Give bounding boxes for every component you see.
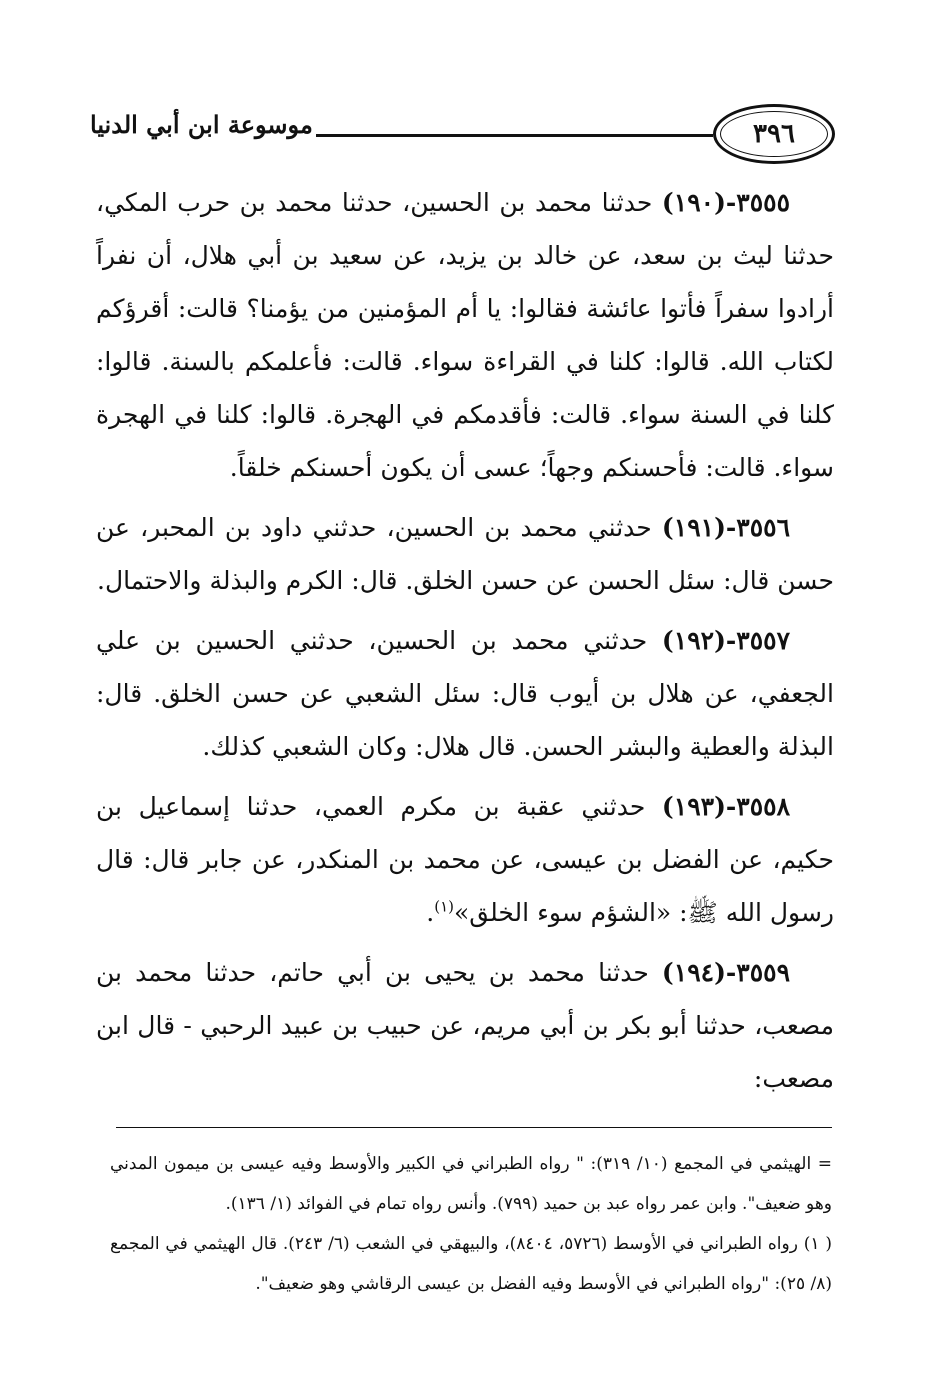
page-number-badge [713, 104, 835, 164]
header-rule [316, 134, 713, 137]
hadith-number: ٣٥٥٧-(١٩٢) [661, 626, 790, 655]
hadith-text-end: . [426, 898, 435, 927]
footnote-reference[interactable]: (١) [434, 897, 454, 916]
hadith-paragraph [96, 946, 834, 1105]
footnote-separator [116, 1127, 832, 1128]
hadith-number: ٣٥٥٩-(١٩٤) [661, 958, 790, 987]
footnotes [110, 1144, 832, 1304]
hadith-text: حدثني عقبة بن مكرم العمي، حدثنا إسماعيل بن حكيم، عن الفضل بن عيسى، عن محمد بن المنكدر، عن جابر قال: قال رسول الله ﷺ: «الشؤم سوء الخلق» [96, 792, 834, 927]
hadith-text: حدثني محمد بن الحسين، حدثني الحسين بن علي الجعفي، عن هلال بن أيوب قال: سئل الشعبي عن حسن الخلق. قال: البذلة والعطية والبشر الحسن. قال هلال: وكان الشعبي كذلك. [96, 626, 834, 761]
hadith-number: ٣٥٥٦-(١٩١) [661, 513, 790, 542]
footnote-continued: = الهيثمي في المجمع (١٠/ ٣١٩): " رواه الطبراني في الكبير والأوسط وفيه عيسى بن ميمون المدني وهو ضعيف". وابن عمر رواه عبد بن حميد (٧٩٩). وأنس رواه تمام في الفوائد (١/ ١٣٦). [110, 1154, 832, 1214]
page-number: ٣٩٦ [753, 119, 795, 149]
page-header [90, 96, 835, 176]
hadith-paragraph [96, 614, 834, 773]
hadith-paragraph [96, 501, 834, 607]
hadith-number: ٣٥٥٨-(١٩٣) [661, 792, 790, 821]
hadith-text: حدثنا محمد بن الحسين، حدثنا محمد بن حرب المكي، حدثنا ليث بن سعد، عن خالد بن يزيد، عن سعيد بن أبي هلال، أن نفراً أرادوا سفراً فأتوا عائشة فقالوا: يا أم المؤمنين من يؤمنا؟ قالت: أقرؤكم لكتاب الله. قالوا: كلنا في القراءة سواء. قالت: فأعلمكم بالسنة. قالوا: كلنا في السنة سواء. قالت: فأقدمكم في الهجرة. قالوا: كلنا في الهجرة سواء. قالت: فأحسنكم وجهاً؛ عسى أن يكون أحسنكم خلقاً. [96, 188, 834, 482]
book-title: موسوعة ابن أبي الدنيا [90, 110, 313, 139]
hadith-paragraph [96, 780, 834, 939]
hadith-paragraph [96, 176, 834, 494]
hadith-text: حدثنا محمد بن يحيى بن أبي حاتم، حدثنا محمد بن مصعب، حدثنا أبو بكر بن أبي مريم، عن حبيب بن عبيد الرحبي - قال ابن مصعب: [96, 958, 834, 1093]
hadith-text: حدثني محمد بن الحسين، حدثني داود بن المحبر، عن حسن قال: سئل الحسن عن حسن الخلق. قال: الكرم والبذلة والاحتمال. [96, 513, 834, 595]
footnote-1: ( ١) رواه الطبراني في الأوسط (٥٧٢٦، ٨٤٠٤)، والبيهقي في الشعب (٦/ ٢٤٣). قال الهيثمي في المجمع (٨/ ٢٥): "رواه الطبراني في الأوسط وفيه الفضل بن عيسى الرقاشي وهو ضعيف". [110, 1234, 832, 1294]
hadith-number: ٣٥٥٥-(١٩٠) [661, 188, 790, 217]
main-text [96, 176, 834, 1112]
